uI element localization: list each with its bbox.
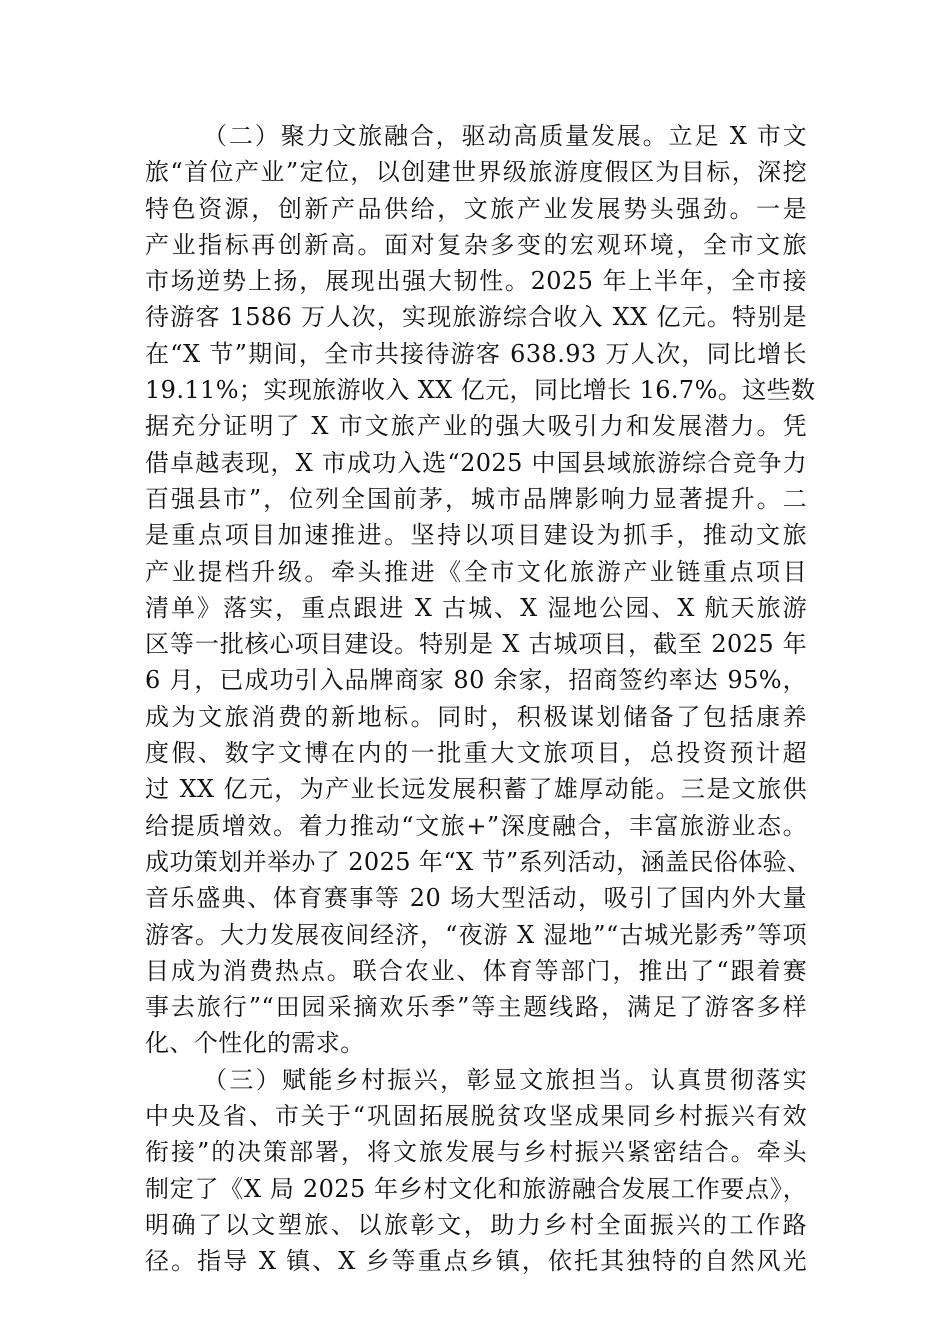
paragraph-2-line-18: 度假、数字文博在内的一批重大文旅项目，总投资预计超 <box>145 739 807 768</box>
paragraph-2-line-24: 目成为消费热点。联合农业、体育等部门，推出了“跟着赛 <box>145 956 807 985</box>
paragraph-2-line-7: 在“X 节”期间，全市共接待游客 638.93 万人次，同比增长 <box>145 339 807 368</box>
paragraph-2-line-11: 百强县市”，位列全国前茅，城市品牌影响力显著提升。二 <box>145 484 807 513</box>
paragraph-2-line-6: 待游客 1586 万人次，实现旅游综合收入 XX 亿元。特别是 <box>145 303 807 332</box>
paragraph-2-line-14: 清单》落实，重点跟进 X 古城、X 湿地公园、X 航天旅游 <box>145 593 807 622</box>
paragraph-3-line-5: 明确了以文塑旅、以旅彰文，助力乡村全面振兴的工作路 <box>145 1210 807 1239</box>
paragraph-2-line-16: 6 月，已成功引入品牌商家 80 余家，招商签约率达 95%， <box>145 666 807 695</box>
paragraph-2-line-8: 19.11%；实现旅游收入 XX 亿元，同比增长 16.7%。这些数 <box>145 376 816 405</box>
paragraph-2-line-21: 成功策划并举办了 2025 年“X 节”系列活动，涵盖民俗体验、 <box>145 847 812 876</box>
paragraph-2-line-13: 产业提档升级。牵头推进《全市文化旅游产业链重点项目 <box>145 557 807 586</box>
paragraph-2-line-26: 化、个性化的需求。 <box>145 1029 365 1058</box>
paragraph-3-line-2: 中央及省、市关于“巩固拓展脱贫攻坚成果同乡村振兴有效 <box>145 1102 807 1131</box>
paragraph-2-line-3: 特色资源，创新产品供给，文旅产业发展势头强劲。一是 <box>145 194 807 223</box>
paragraph-3-line-6: 径。指导 X 镇、X 乡等重点乡镇，依托其独特的自然风光 <box>145 1247 807 1276</box>
paragraph-3-line-4: 制定了《X 局 2025 年乡村文化和旅游融合发展工作要点》， <box>145 1174 807 1203</box>
paragraph-2-line-15: 区等一批核心项目建设。特别是 X 古城项目，截至 2025 年 <box>145 630 807 659</box>
paragraph-2-line-12: 是重点项目加速推进。坚持以项目建设为抓手，推动文旅 <box>145 521 807 550</box>
paragraph-2-line-4: 产业指标再创新高。面对复杂多变的宏观环境，全市文旅 <box>145 230 807 259</box>
paragraph-2-line-25: 事去旅行”“田园采摘欢乐季”等主题线路，满足了游客多样 <box>145 993 807 1022</box>
paragraph-2-line-1: （二）聚力文旅融合，驱动高质量发展。立足 X 市文 <box>203 122 807 150</box>
paragraph-2-line-9: 据充分证明了 X 市文旅产业的强大吸引力和发展潜力。凭 <box>145 412 807 441</box>
paragraph-3-line-1: （三）赋能乡村振兴，彰显文旅担当。认真贯彻落实 <box>203 1065 807 1094</box>
body-text <box>145 118 816 1280</box>
paragraph-2-line-5: 市场逆势上扬，展现出强大韧性。2025 年上半年，全市接 <box>145 267 807 296</box>
paragraph-2-line-19: 过 XX 亿元，为产业长远发展积蓄了雄厚动能。三是文旅供 <box>145 775 807 804</box>
paragraph-2-line-20: 给提质增效。着力推动“文旅+”深度融合，丰富旅游业态。 <box>145 811 807 840</box>
paragraph-2-line-23: 游客。大力发展夜间经济，“夜游 X 湿地”“古城光影秀”等项 <box>145 920 807 949</box>
paragraph-2-line-10: 借卓越表现，X 市成功入选“2025 中国县域旅游综合竞争力 <box>145 448 807 477</box>
paragraph-2-line-2: 旅“首位产业”定位，以创建世界级旅游度假区为目标，深挖 <box>145 158 807 187</box>
paragraph-3-line-3: 衔接”的决策部署，将文旅发展与乡村振兴紧密结合。牵头 <box>145 1138 807 1167</box>
paragraph-2-line-17: 成为文旅消费的新地标。同时，积极谋划储备了包括康养 <box>145 702 807 731</box>
paragraph-2-line-22: 音乐盛典、体育赛事等 20 场大型活动，吸引了国内外大量 <box>145 884 807 913</box>
